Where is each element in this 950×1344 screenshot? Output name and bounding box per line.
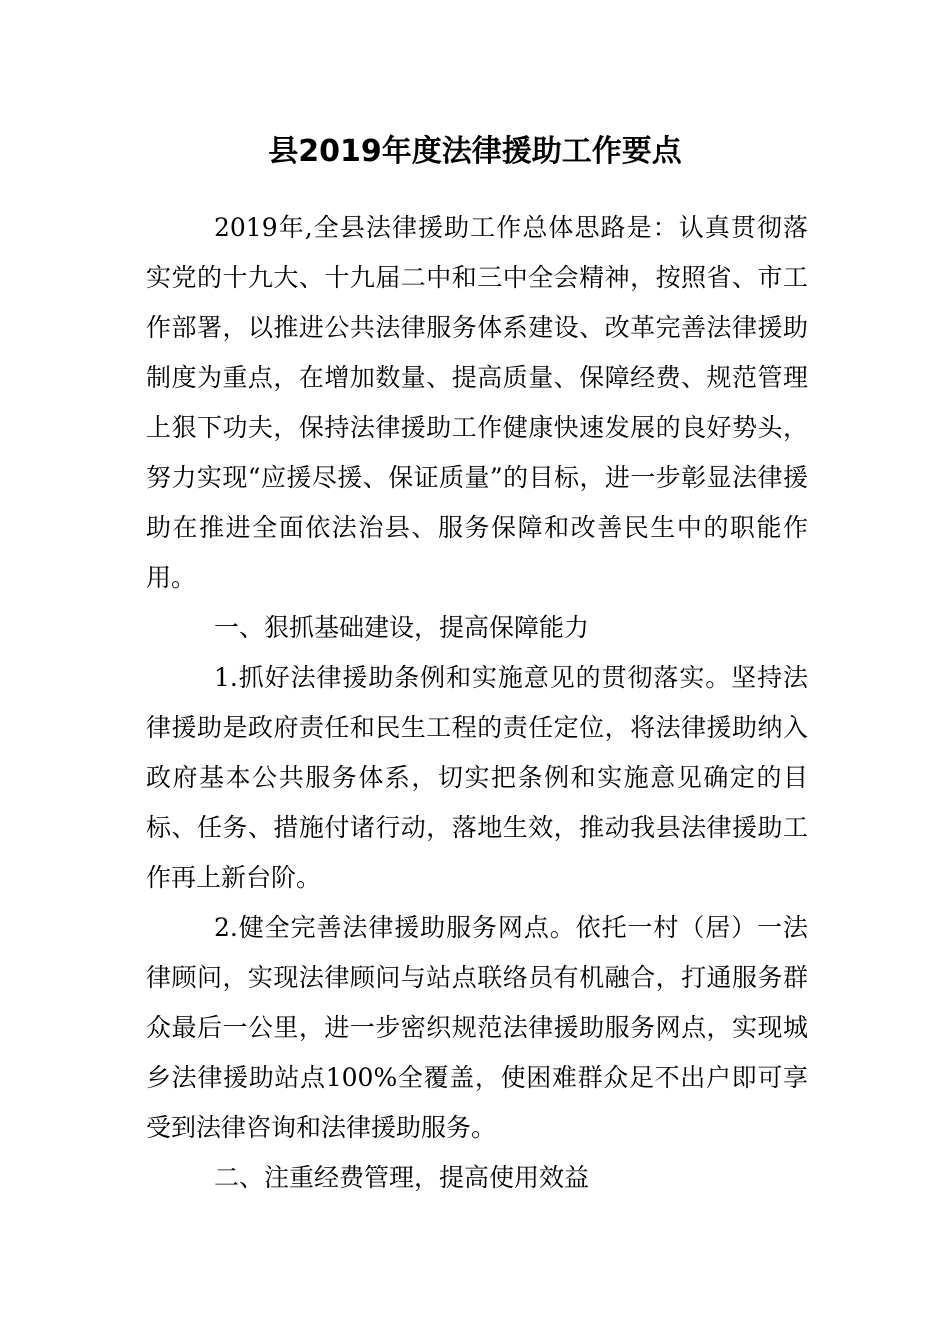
section-heading-1: 一、狠抓基础建设，提高保障能力 [214, 613, 590, 642]
document-title: 县2019年度法律援助工作要点 [268, 134, 682, 169]
section-heading-2: 二、注重经费管理，提高使用效益 [214, 1163, 590, 1192]
item-paragraph-1: 1.抓好法律援助条例和实施意见的贯彻落实。坚持法律援助是政府责任和民生工程的责任定位，将法律援助纳入政府基本公共服务体系，切实把条例和实施意见确定的目标、任务、措施付诸行动，落地生效，推动我县法律援助工作再上新台阶。 [146, 663, 808, 892]
document-body [146, 203, 808, 1203]
intro-paragraph: 2019年,全县法律援助工作总体思路是：认真贯彻落实党的十九大、十九届二中和三中全会精神，按照省、市工作部署，以推进公共法律服务体系建设、改革完善法律援助制度为重点，在增加数量、提高质量、保障经费、规范管理上狠下功夫，保持法律援助工作健康快速发展的良好势头，努力实现“应援尽援、保证质量”的目标，进一步彰显法律援助在推进全面依法治县、服务保障和改善民生中的职能作用。 [146, 213, 808, 592]
item-paragraph-2: 2.健全完善法律援助服务网点。依托一村（居）一法律顾问，实现法律顾问与站点联络员有机融合，打通服务群众最后一公里，进一步密织规范法律援助服务网点，实现城乡法律援助站点100%全覆盖，使困难群众足不出户即可享受到法律咨询和法律援助服务。 [146, 913, 808, 1142]
